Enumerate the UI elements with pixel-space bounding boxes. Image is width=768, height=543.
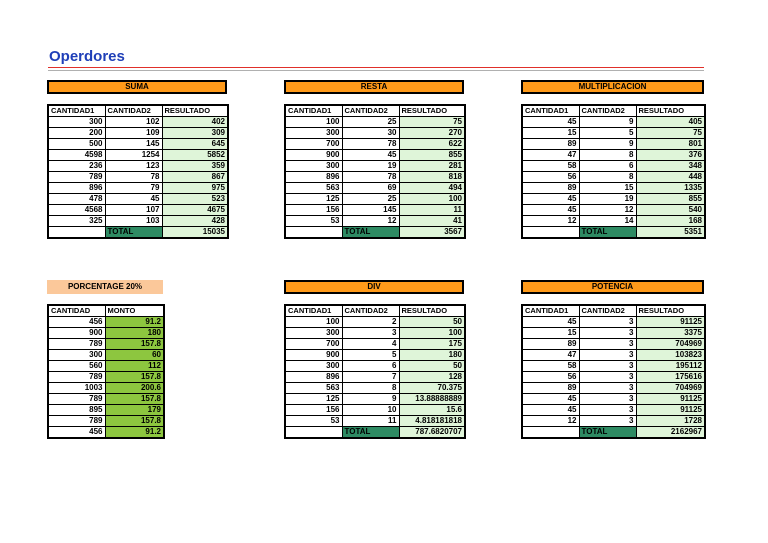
table-cell: 11 [399,205,465,216]
table-cell: 4 [342,339,399,350]
table-cell: 428 [162,216,228,227]
table-cell: 896 [285,372,342,383]
total-label: TOTAL [342,427,399,439]
table-cell: 789 [48,172,105,183]
data-table-multiplicacion [521,104,706,239]
data-table-potencia [521,304,706,439]
table-cell: 560 [48,361,105,372]
table-cell: 103 [105,216,162,227]
table-cell: 376 [636,150,705,161]
table-row [522,416,705,427]
table-cell: 5852 [162,150,228,161]
table-cell: 300 [48,117,105,128]
table-cell: 180 [399,350,465,361]
column-header: CANTIDAD2 [342,305,399,317]
total-value: 787.6820707 [399,427,465,439]
table-cell: 4568 [48,205,105,216]
table-cell: 1728 [636,416,705,427]
total-spacer [522,427,579,439]
header-row [48,305,164,317]
table-title-potencia: POTENCIA [521,280,704,294]
table-row [48,361,164,372]
table-cell: 25 [342,194,399,205]
total-row [285,227,465,239]
table-cell: 3 [579,328,636,339]
table-cell: 3375 [636,328,705,339]
total-spacer [522,227,579,239]
table-cell: 175616 [636,372,705,383]
table-cell: 89 [522,339,579,350]
table-cell: 704969 [636,339,705,350]
table-cell: 448 [636,172,705,183]
table-row [48,216,228,227]
table-row [522,172,705,183]
table-cell: 78 [342,139,399,150]
column-header: CANTIDAD [48,305,105,317]
table-cell: 3 [579,416,636,427]
table-cell: 4598 [48,150,105,161]
table-cell: 91125 [636,405,705,416]
table-cell: 9 [342,394,399,405]
table-cell: 10 [342,405,399,416]
table-row [285,172,465,183]
table-row [285,317,465,328]
table-cell: 45 [522,117,579,128]
table-cell: 58 [522,161,579,172]
total-row [285,427,465,439]
column-header: RESULTADO [399,305,465,317]
table-cell: 78 [342,172,399,183]
table-row [48,205,228,216]
page-title: Operdores [49,48,125,65]
table-row [285,117,465,128]
table-cell: 8 [579,150,636,161]
data-table-porcentage [47,304,165,439]
table-cell: 900 [285,350,342,361]
header-row [285,105,465,117]
table-cell: 175 [399,339,465,350]
table-cell: 15 [522,128,579,139]
table-row [285,394,465,405]
table-title-resta: RESTA [284,80,464,94]
table-cell: 157.8 [105,394,164,405]
total-spacer [48,227,105,239]
table-cell: 14 [579,216,636,227]
table-row [522,117,705,128]
table-cell: 180 [105,328,164,339]
column-header: CANTIDAD1 [48,105,105,117]
table-cell: 3 [579,405,636,416]
column-header: MONTO [105,305,164,317]
column-header: RESULTADO [636,105,705,117]
table-cell: 53 [285,216,342,227]
table-cell: 145 [342,205,399,216]
table-cell: 91125 [636,317,705,328]
table-cell: 789 [48,372,105,383]
table-cell: 45 [522,317,579,328]
table-cell: 4.818181818 [399,416,465,427]
table-cell: 270 [399,128,465,139]
table-cell: 3 [342,328,399,339]
table-cell: 47 [522,150,579,161]
table-cell: 100 [399,194,465,205]
table-cell: 359 [162,161,228,172]
table-cell: 3 [579,317,636,328]
table-row [285,405,465,416]
table-row [522,183,705,194]
total-value: 2162967 [636,427,705,439]
table-row [48,383,164,394]
table-cell: 3 [579,372,636,383]
column-header: CANTIDAD2 [579,305,636,317]
table-cell: 900 [285,150,342,161]
table-cell: 75 [399,117,465,128]
table-cell: 157.8 [105,372,164,383]
table-cell: 102 [105,117,162,128]
table-cell: 6 [579,161,636,172]
table-row [522,372,705,383]
table-cell: 47 [522,350,579,361]
table-cell: 41 [399,216,465,227]
table-cell: 456 [48,427,105,439]
table-row [285,205,465,216]
table-cell: 91.2 [105,427,164,439]
table-cell: 3 [579,383,636,394]
table-title-div: DIV [284,280,464,294]
table-row [48,350,164,361]
table-cell: 3 [579,394,636,405]
table-cell: 7 [342,372,399,383]
table-cell: 128 [399,372,465,383]
column-header: CANTIDAD2 [342,105,399,117]
data-table-resta [284,104,466,239]
table-cell: 700 [285,339,342,350]
table-cell: 58 [522,361,579,372]
table-row [522,205,705,216]
table-block-multiplicacion [521,80,704,239]
table-row [522,194,705,205]
table-cell: 5 [579,128,636,139]
table-block-potencia [521,280,704,439]
table-cell: 53 [285,416,342,427]
table-cell: 523 [162,194,228,205]
column-header: RESULTADO [399,105,465,117]
table-cell: 156 [285,205,342,216]
table-cell: 109 [105,128,162,139]
table-cell: 168 [636,216,705,227]
table-cell: 45 [522,405,579,416]
table-cell: 15.6 [399,405,465,416]
table-cell: 200.6 [105,383,164,394]
table-row [285,161,465,172]
table-row [48,405,164,416]
table-cell: 563 [285,383,342,394]
table-row [48,117,228,128]
table-cell: 3 [579,339,636,350]
total-label: TOTAL [579,227,636,239]
table-cell: 157.8 [105,339,164,350]
title-underline-red [48,67,704,68]
table-row [522,328,705,339]
column-header: CANTIDAD1 [522,305,579,317]
table-cell: 123 [105,161,162,172]
table-cell: 78 [105,172,162,183]
table-row [285,383,465,394]
column-header: CANTIDAD1 [285,105,342,117]
table-row [285,328,465,339]
table-cell: 70.375 [399,383,465,394]
table-cell: 494 [399,183,465,194]
table-cell: 896 [285,172,342,183]
total-label: TOTAL [105,227,162,239]
table-cell: 195112 [636,361,705,372]
table-cell: 236 [48,161,105,172]
table-cell: 789 [48,416,105,427]
table-row [48,372,164,383]
total-label: TOTAL [342,227,399,239]
total-spacer [285,427,342,439]
table-cell: 89 [522,383,579,394]
table-cell: 281 [399,161,465,172]
table-cell: 12 [342,216,399,227]
table-cell: 3 [579,361,636,372]
column-header: CANTIDAD2 [579,105,636,117]
header-row [48,105,228,117]
table-cell: 700 [285,139,342,150]
table-cell: 19 [342,161,399,172]
table-row [285,350,465,361]
table-row [285,216,465,227]
total-value: 15035 [162,227,228,239]
table-cell: 12 [579,205,636,216]
table-cell: 75 [636,128,705,139]
table-row [522,339,705,350]
table-cell: 300 [285,328,342,339]
table-cell: 348 [636,161,705,172]
table-block-porcentage [47,280,163,439]
table-row [285,194,465,205]
table-cell: 12 [522,216,579,227]
column-header: CANTIDAD2 [105,105,162,117]
table-row [285,128,465,139]
total-row [522,427,705,439]
table-cell: 801 [636,139,705,150]
table-cell: 79 [105,183,162,194]
table-row [522,405,705,416]
table-cell: 402 [162,117,228,128]
column-header: CANTIDAD1 [522,105,579,117]
table-row [48,172,228,183]
table-row [522,128,705,139]
table-cell: 9 [579,139,636,150]
table-cell: 300 [285,161,342,172]
table-cell: 125 [285,194,342,205]
total-row [522,227,705,239]
table-cell: 56 [522,172,579,183]
table-cell: 4675 [162,205,228,216]
table-row [48,317,164,328]
table-cell: 622 [399,139,465,150]
table-row [285,183,465,194]
table-block-suma [47,80,227,239]
table-cell: 309 [162,128,228,139]
table-cell: 867 [162,172,228,183]
table-cell: 500 [48,139,105,150]
header-row [522,105,705,117]
table-cell: 3 [579,350,636,361]
column-header: RESULTADO [636,305,705,317]
table-block-resta [284,80,464,239]
table-cell: 478 [48,194,105,205]
table-cell: 30 [342,128,399,139]
table-cell: 91125 [636,394,705,405]
table-row [285,339,465,350]
table-row [48,139,228,150]
table-cell: 5 [342,350,399,361]
table-block-div [284,280,464,439]
table-cell: 8 [579,172,636,183]
table-cell: 45 [522,205,579,216]
table-row [522,161,705,172]
table-cell: 45 [522,394,579,405]
table-row [48,194,228,205]
table-row [48,416,164,427]
table-row [48,150,228,161]
table-cell: 300 [285,361,342,372]
table-cell: 8 [342,383,399,394]
table-row [522,361,705,372]
total-label: TOTAL [579,427,636,439]
total-row [48,227,228,239]
table-cell: 69 [342,183,399,194]
table-cell: 300 [285,128,342,139]
table-row [48,183,228,194]
table-row [48,339,164,350]
table-row [522,350,705,361]
table-row [522,317,705,328]
table-row [48,427,164,439]
data-table-suma [47,104,229,239]
table-cell: 2 [342,317,399,328]
table-row [48,394,164,405]
table-cell: 855 [399,150,465,161]
table-cell: 855 [636,194,705,205]
table-cell: 11 [342,416,399,427]
table-cell: 9 [579,117,636,128]
table-cell: 50 [399,317,465,328]
table-cell: 25 [342,117,399,128]
table-cell: 179 [105,405,164,416]
header-row [285,305,465,317]
table-row [522,150,705,161]
table-row [285,416,465,427]
table-title-suma: SUMA [47,80,227,94]
table-row [522,383,705,394]
total-value: 3567 [399,227,465,239]
table-cell: 975 [162,183,228,194]
table-cell: 15 [522,328,579,339]
table-cell: 1003 [48,383,105,394]
table-cell: 900 [48,328,105,339]
table-cell: 45 [342,150,399,161]
table-cell: 15 [579,183,636,194]
table-cell: 100 [285,317,342,328]
table-title-multiplicacion: MULTIPLICACION [521,80,704,94]
table-cell: 1335 [636,183,705,194]
table-cell: 818 [399,172,465,183]
table-cell: 56 [522,372,579,383]
title-underline-gray [48,70,704,71]
header-row [522,305,705,317]
table-row [285,150,465,161]
table-row [48,128,228,139]
table-cell: 60 [105,350,164,361]
table-cell: 100 [399,328,465,339]
table-cell: 125 [285,394,342,405]
table-cell: 704969 [636,383,705,394]
table-row [522,139,705,150]
table-cell: 789 [48,339,105,350]
table-cell: 12 [522,416,579,427]
table-cell: 645 [162,139,228,150]
column-header: CANTIDAD1 [285,305,342,317]
table-cell: 100 [285,117,342,128]
table-cell: 563 [285,183,342,194]
table-cell: 6 [342,361,399,372]
table-cell: 112 [105,361,164,372]
column-header: RESULTADO [162,105,228,117]
table-row [285,372,465,383]
table-row [48,328,164,339]
table-cell: 896 [48,183,105,194]
table-cell: 1254 [105,150,162,161]
table-cell: 405 [636,117,705,128]
table-cell: 45 [522,194,579,205]
table-row [285,139,465,150]
table-cell: 103823 [636,350,705,361]
table-row [48,161,228,172]
table-cell: 789 [48,394,105,405]
table-cell: 19 [579,194,636,205]
table-cell: 200 [48,128,105,139]
table-cell: 145 [105,139,162,150]
table-cell: 50 [399,361,465,372]
table-cell: 45 [105,194,162,205]
table-cell: 91.2 [105,317,164,328]
table-cell: 156 [285,405,342,416]
total-value: 5351 [636,227,705,239]
table-cell: 325 [48,216,105,227]
table-row [522,216,705,227]
table-cell: 107 [105,205,162,216]
table-cell: 895 [48,405,105,416]
table-cell: 89 [522,183,579,194]
table-cell: 89 [522,139,579,150]
table-cell: 157.8 [105,416,164,427]
table-row [522,394,705,405]
table-row [285,361,465,372]
table-cell: 456 [48,317,105,328]
table-cell: 300 [48,350,105,361]
table-cell: 13.88888889 [399,394,465,405]
data-table-div [284,304,466,439]
table-cell: 540 [636,205,705,216]
table-title-porcentage: PORCENTAGE 20% [47,280,163,294]
total-spacer [285,227,342,239]
